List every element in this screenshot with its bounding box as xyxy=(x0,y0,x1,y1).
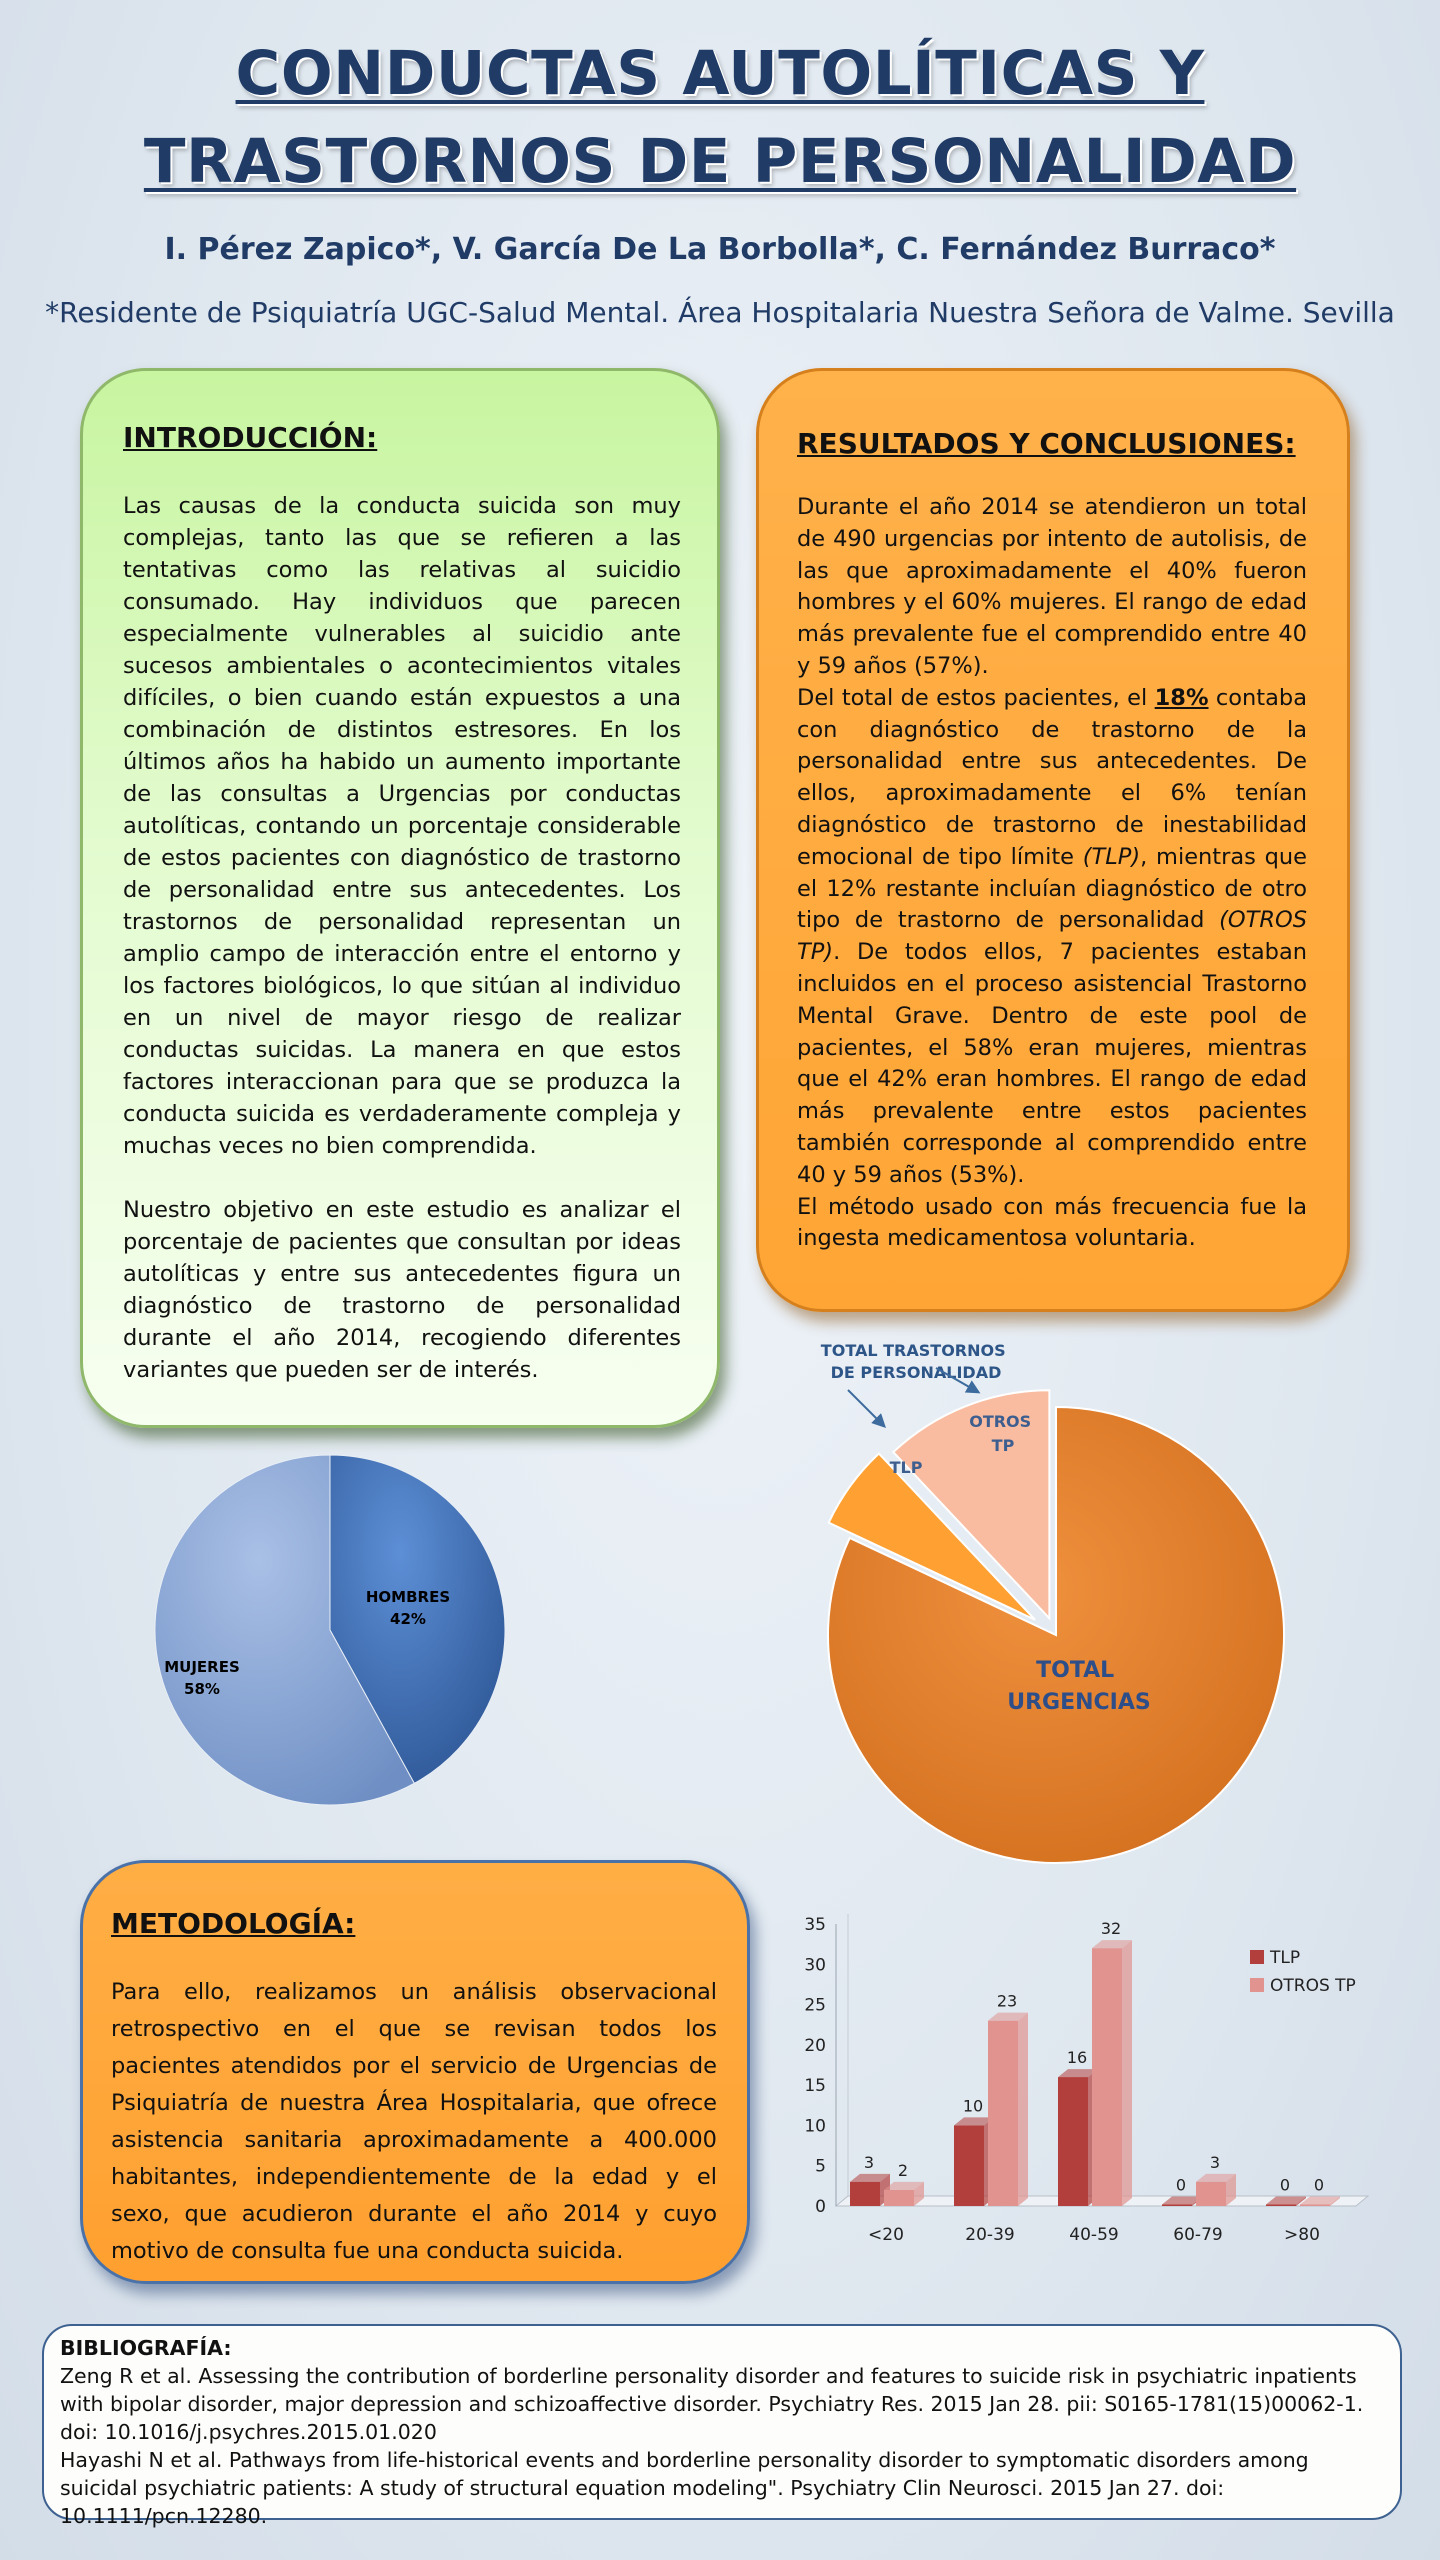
authors: I. Pérez Zapico*, V. García De La Borbolla*, C. Fernández Burraco* xyxy=(164,232,1276,267)
gender-pie-chart xyxy=(140,1440,540,1830)
methodology-paragraph: Para ello, realizamos un análisis observacional retrospectivo en el que se revisan todos los pacientes atendidos por el servicio de Urgencias de Psiquiatría de nuestra Área Hospitalaria, que ofrece asistencia sanitaria aproximadamente a 400.000 habitantes, independientemente de la edad y el sexo, que acudieron durante el año 2014 y cuyo motivo de consulta fue una conducta suicida. xyxy=(111,1979,717,2264)
bar-data-label: 23 xyxy=(996,1991,1018,2011)
bibliography-ref-2: Hayashi N et al. Pathways from life-historical events and borderline personality disorder to symptomatic disorders among suicidal psychiatric patients: A study of structural equation modeling". Psychiatry Clin Neurosci. 2015 Jan 27. doi: 10.1111/pcn.12280. xyxy=(60,2448,1309,2528)
bar-data-label: 32 xyxy=(1100,1919,1122,1939)
age-bar-chart xyxy=(780,1900,1400,2260)
results-pct-highlight: 18% xyxy=(1154,684,1209,711)
legend-label-otros-tp: OTROS TP xyxy=(1270,1976,1356,1996)
pie-label-otros-tp: OTROS TP xyxy=(969,1412,1032,1455)
annotation-label: TOTAL TRASTORNOS DE PERSONALIDAD xyxy=(820,1341,1006,1382)
results-heading: RESULTADOS Y CONCLUSIONES: xyxy=(797,427,1296,460)
bar-data-label: 3 xyxy=(1209,2152,1221,2172)
results-tlp-abbr: (TLP) xyxy=(1082,843,1141,870)
results-text-a: Del total de estos pacientes, el xyxy=(797,684,1155,711)
y-tick-label: 35 xyxy=(804,1915,826,1935)
y-tick-label: 10 xyxy=(804,2116,826,2137)
title-line-1: CONDUCTAS AUTOLÍTICAS Y xyxy=(235,38,1205,109)
bar-data-label: 3 xyxy=(863,2152,875,2172)
introduction-paragraph-2: Nuestro objetivo en este estudio es analizar el porcentaje de pacientes que consultan por ideas autolíticas y entre sus antecedentes figura un diagnóstico de trastorno de personalidad durante el año 2014, recogiendo diferentes variantes que pueden ser de interés. xyxy=(123,1197,681,1383)
bar-otros-tp xyxy=(884,2182,924,2206)
pie-pct-hombres: 42% xyxy=(390,1610,426,1628)
bar-data-label: 0 xyxy=(1279,2175,1291,2195)
legend-label-tlp: TLP xyxy=(1270,1948,1301,1968)
bar-data-label: 10 xyxy=(962,2096,984,2116)
bar-otros-tp xyxy=(988,2013,1028,2206)
y-tick-label: 30 xyxy=(804,1955,826,1976)
pie-label-hombres: HOMBRES xyxy=(365,1588,451,1606)
x-tick-label: 40-59 xyxy=(1069,2225,1119,2245)
legend-swatch-tlp xyxy=(1250,1950,1264,1964)
pie-label-total-urgencias: TOTAL URGENCIAS xyxy=(1007,1658,1151,1715)
x-tick-label: >80 xyxy=(1284,2225,1320,2245)
bar-otros-tp xyxy=(1196,2174,1236,2206)
legend-swatch-otros-tp xyxy=(1250,1978,1264,1992)
bar-data-label: 0 xyxy=(1313,2175,1325,2195)
results-paragraph-2 xyxy=(797,683,1307,1192)
bar-data-label: 2 xyxy=(897,2160,909,2180)
y-tick-label: 20 xyxy=(804,2035,826,2056)
results-text-c: , mientras que el 12% restante incluían diagnóstico de otro tipo de trastorno de personalidad xyxy=(797,843,1307,934)
results-text-d: . De todos ellos, 7 pacientes estaban incluidos en el proceso asistencial Trastorno Mental Grave. Dentro de este pool de pacientes, el 58% eran mujeres, mientras que el 42% eran hombres. El rango de edad más prevalente entre estos pacientes también corresponde al comprendido entre 40 y 59 años (53%). xyxy=(797,939,1307,1188)
y-tick-label: 0 xyxy=(815,2197,826,2217)
results-paragraph-1: Durante el año 2014 se atendieron un total de 490 urgencias por intento de autolisis, de las que aproximadamente el 40% fueron hombres y el 60% mujeres. El rango de edad más prevalente fue el comprendido entre 40 y 59 años (57%). xyxy=(797,494,1307,679)
x-tick-label: 60-79 xyxy=(1173,2225,1223,2245)
pie-pct-mujeres: 58% xyxy=(184,1680,220,1698)
introduction-paragraph-1: Las causas de la conducta suicida son muy complejas, tanto las que se refieren a las tentativas como las relativas al suicidio consumado. Hay individuos que parecen especialmente vulnerables al suicidio ante sucesos ambientales o acontecimientos vitales difíciles, o bien cuando están expuestos a una combinación de distintos estresores. En los últimos años ha habido un aumento importante de las consultas a Urgencias por conductas autolíticas, contando un porcentaje considerable de estos pacientes con diagnóstico de trastorno de personalidad entre sus antecedentes. Los trastornos de personalidad representan un amplio campo de interacción entre el entorno y los factores biológicos, lo que sitúan al individuo en un nivel de mayor riesgo de realizar conductas suicidas. La manera en que estos factores interaccionan para que se produzca la conducta suicida es verdaderamente compleja y muchas veces no bien comprendida. xyxy=(123,493,681,1159)
x-tick-label: <20 xyxy=(868,2225,904,2245)
y-tick-label: 15 xyxy=(804,2076,826,2097)
pie-label-tlp: TLP xyxy=(889,1458,923,1477)
bar-data-label: 16 xyxy=(1066,2048,1088,2068)
results-text-b: contaba con diagnóstico de trastorno de la personalidad entre sus antecedentes. De ellos, aproximadamente el 6% tenían diagnóstico de trastorno de inestabilidad emocional de tipo límite xyxy=(797,684,1307,870)
pie-label-mujeres: MUJERES xyxy=(164,1658,240,1676)
bibliography-ref-1: Zeng R et al. Assessing the contribution of borderline personality disorder and features to suicide risk in psychiatric inpatients with bipolar disorder, major depression and schizoaffective disorder. Psychiatry Res. 2015 Jan 28. pii: S0165-1781(15)00062-1. doi: 10.1016/j.psychres.2015.01.020 xyxy=(60,2364,1364,2444)
introduction-heading: INTRODUCCIÓN: xyxy=(123,421,378,454)
urgencias-pie-chart xyxy=(756,1330,1356,1880)
x-tick-label: 20-39 xyxy=(965,2225,1015,2245)
introduction-section xyxy=(80,368,720,1428)
bar-otros-tp xyxy=(1092,1940,1132,2206)
y-tick-label: 5 xyxy=(815,2156,826,2177)
bibliography-heading: BIBLIOGRAFÍA: xyxy=(60,2336,232,2360)
annotation-arrow-left xyxy=(848,1390,884,1426)
title-line-2: TRASTORNOS DE PERSONALIDAD xyxy=(143,126,1297,197)
bar-data-label: 0 xyxy=(1175,2175,1187,2195)
affiliation: *Residente de Psiquiatría UGC-Salud Mental. Área Hospitalaria Nuestra Señora de Valme. Sevilla xyxy=(45,296,1395,329)
bibliography-section xyxy=(42,2324,1402,2528)
methodology-section xyxy=(80,1860,750,2284)
results-section xyxy=(756,368,1350,1312)
y-tick-label: 25 xyxy=(804,1995,826,2016)
results-paragraph-3: El método usado con más frecuencia fue la ingesta medicamentosa voluntaria. xyxy=(797,1193,1307,1252)
poster-title xyxy=(0,30,1440,206)
results-otros-abbr: (OTROS TP) xyxy=(797,907,1307,966)
methodology-heading: METODOLOGÍA: xyxy=(111,1907,356,1940)
